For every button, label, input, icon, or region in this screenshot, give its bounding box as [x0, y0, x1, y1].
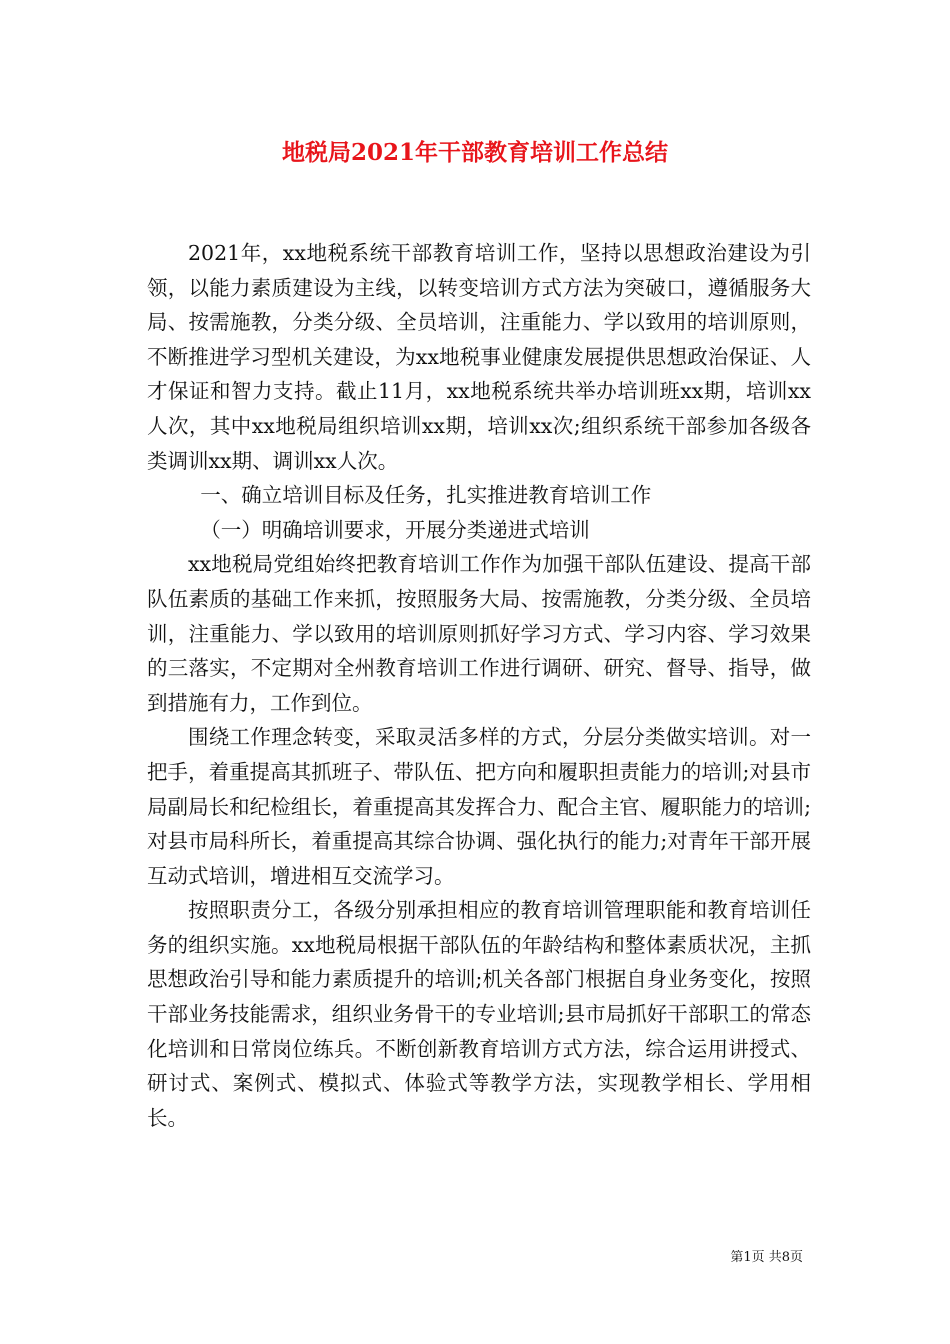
section-heading: 一、确立培训目标及任务，扎实推进教育培训工作 — [200, 483, 652, 508]
paragraph-division-of-duties: 按照职责分工，各级分别承担相应的教育培训管理职能和教育培训任务的组织实施。xx地税局根据干部队伍的年龄结构和整体素质状况，主抓思想政治引导和能力素质提升的培训;机关各部门根据自身业务变化，按照干部业务技能需求，组织业务骨干的专业培训;县市局抓好干部职工的常态化培训和日常岗位练兵。不断创新教育培训方式方法，综合运用讲授式、研讨式、案例式、模拟式、体验式等教学方法，实现教学相长、学用相长。 — [147, 898, 811, 1130]
document-body — [147, 236, 811, 1135]
paragraph-layered-training: 围绕工作理念转变，采取灵活多样的方式，分层分类做实培训。对一把手，着重提高其抓班子、带队伍、把方向和履职担责能力的培训;对县市局副局长和纪检组长，着重提高其发挥合力、配合主官、履职能力的培训;对县市局科所长，着重提高其综合协调、强化执行的能力;对青年干部开展互动式培训，增进相互交流学习。 — [147, 725, 811, 888]
paragraph-party-group: xx地税局党组始终把教育培训工作作为加强干部队伍建设、提高干部队伍素质的基础工作来抓，按照服务大局、按需施教，分类分级、全员培训，注重能力、学以致用的培训原则抓好学习方式、学习内容、学习效果的三落实，不定期对全州教育培训工作进行调研、研究、督导、指导，做到措施有力，工作到位。 — [147, 552, 811, 715]
page-number: 第1页 共8页 — [730, 1250, 803, 1265]
paragraph-intro: 2021年，xx地税系统干部教育培训工作，坚持以思想政治建设为引领，以能力素质建设为主线，以转变培训方式方法为突破口，遵循服务大局、按需施教，分类分级、全员培训，注重能力、学以致用的培训原则，不断推进学习型机关建设，为xx地税事业健康发展提供思想政治保证、人才保证和智力支持。截止11月，xx地税系统共举办培训班xx期，培训xx人次，其中xx地税局组织培训xx期，培训xx次;组织系统干部参加各级各类调训xx期、调训xx人次。 — [147, 241, 811, 473]
subsection-heading: （一）明确培训要求，开展分类递进式培训 — [200, 517, 590, 542]
document-title: 地税局2021年干部教育培训工作总结 — [281, 139, 668, 166]
